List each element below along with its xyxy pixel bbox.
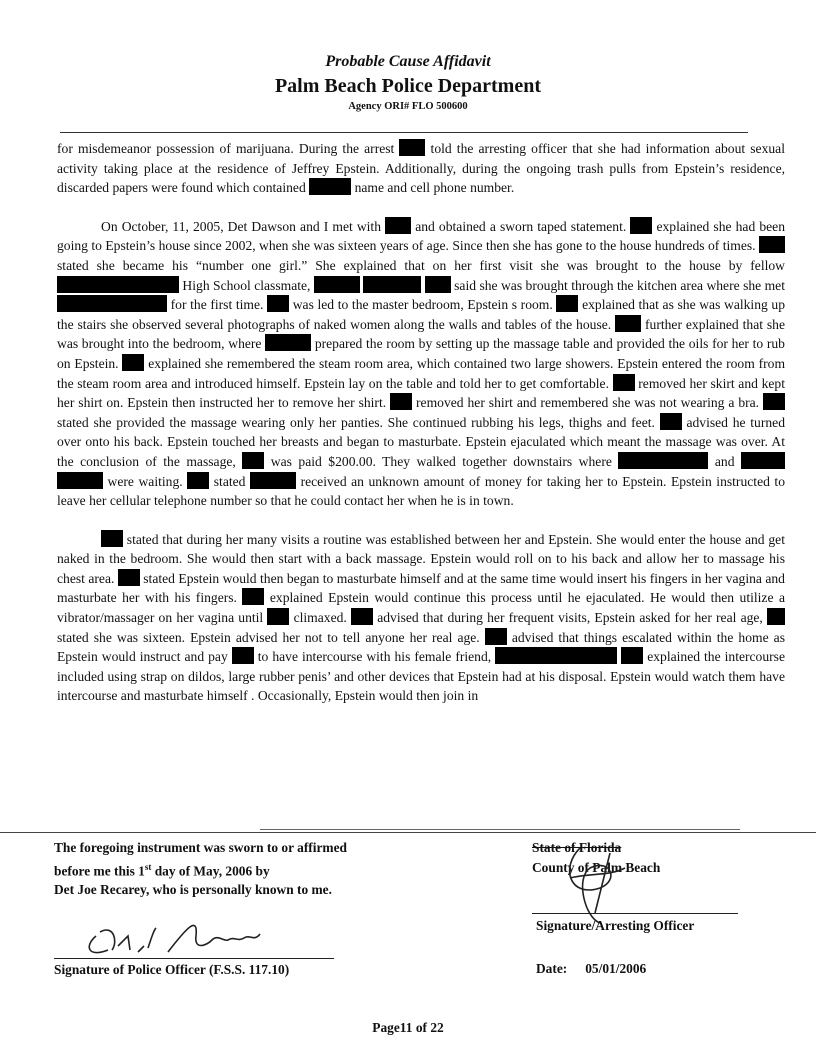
text-run: for the first time. <box>170 297 264 313</box>
text-run: stated that during her many visits a routine was established between her and Epstein. She would enter the house and get naked in the bedroom. She would then start with a back massage. Epstein would roll on to his back and allow her to massage his chest area. <box>57 531 785 586</box>
text-run: advised that things escalated within the home as Epstein would instruct and pay <box>57 629 786 665</box>
date-line <box>536 961 646 977</box>
redaction-box <box>267 608 289 625</box>
paragraph-3 <box>57 530 785 706</box>
text-run: explained Epstein would continue this process until he ejaculated. He would then utilize a vibrator/massager on her vagina until <box>57 590 785 626</box>
arresting-officer-signature-label: Signature/Arresting Officer <box>536 918 695 933</box>
affidavit-body <box>57 139 785 725</box>
redaction-box <box>122 354 144 371</box>
redaction-box <box>399 139 425 156</box>
redaction-box <box>741 452 785 469</box>
paragraph-2 <box>57 217 785 511</box>
redaction-box <box>630 217 652 234</box>
notary-block <box>54 838 444 900</box>
document-subtitle: Probable Cause Affidavit <box>325 53 491 70</box>
footer-divider-short <box>260 829 740 830</box>
text-run: stated she became his “number one girl.” She explained that on her first visit she was brought to the house by fellow <box>57 257 785 273</box>
text-run: told the arresting officer that she had information about sexual activity taking place at the residence of Jeffrey Epstein. Additionally, during the ongoing trash pulls from Epstein’s residence, discarded papers were found which contained <box>57 141 785 196</box>
text-run: stated she provided the massage wearing only her panties. She continued rubbing his legs, thighs and feet. <box>57 414 655 430</box>
text-run: stated Epstein would then began to masturbate himself and at the same time would insert his fingers in her vagina and masturbate her with his fingers. <box>57 570 785 606</box>
text-run: before me this 1 <box>54 862 145 878</box>
text-run: said she was brought through the kitchen area where she met <box>454 277 785 293</box>
redaction-box <box>265 334 311 351</box>
redaction-box <box>101 530 123 547</box>
page-number <box>0 1020 816 1036</box>
notary-line-3: Det Joe Recarey, who is personally known to me. <box>54 882 332 898</box>
text-run: for misdemeanor possession of marijuana. During the arrest <box>57 141 395 156</box>
redaction-box <box>242 588 264 605</box>
redaction-box <box>759 236 785 253</box>
department-title: Palm Beach Police Department <box>274 75 542 97</box>
notary-signature-line <box>54 958 334 959</box>
redaction-box <box>267 295 289 312</box>
redaction-box <box>57 295 167 312</box>
footer-divider <box>0 832 816 833</box>
text-run: stated she was sixteen. Epstein advised her not to tell anyone her real age. <box>57 629 480 645</box>
text-run: received an unknown amount of money for taking her to Epstein. Epstein instructed to leave her cellular telephone number so that he could contact her when he is in town. <box>57 473 786 509</box>
redaction-box <box>485 628 507 645</box>
text-run: climaxed. <box>293 610 347 626</box>
text-run: name and cell phone number. <box>354 180 515 196</box>
redaction-box <box>618 452 708 469</box>
text-run: explained the intercourse included using strap on dildos, large rubber penis’ and other devices that Epstein had at his disposal. Epstein would watch them have intercourse and masturbate himself . Occasionally, Epstein would then join in <box>57 649 786 704</box>
text-run: was led to the master bedroom, Epstein s room. <box>292 297 553 313</box>
notary-line-1: The foregoing instrument was sworn to or affirmed <box>54 840 347 855</box>
text-run: were waiting. <box>107 473 183 489</box>
text-run: advised that during her frequent visits, Epstein asked for her real age, <box>377 610 763 626</box>
text-run: prepared the room by setting up the massage table and provided the oils for her to rub on Epstein. <box>57 336 785 371</box>
redaction-box <box>615 315 641 332</box>
text-run: advised he turned over onto his back. Epstein touched her breasts and began to masturbate. Epstein ejaculated which meant the massage was over. At the conclusion of the massage, <box>57 414 786 469</box>
redaction-box <box>57 472 103 489</box>
text-run: explained that as she was walking up the stairs she observed several photographs of naked women along the walls and tables of the house. <box>57 297 786 332</box>
text-run: removed her shirt and remembered she was not wearing a bra. <box>416 395 760 411</box>
notary-line-2 <box>54 858 444 881</box>
text-run: On October, 11, 2005, Det Dawson and I met with <box>101 218 382 234</box>
text-run: removed her skirt and kept her shirt on. Epstein then instructed her to remove her shirt. <box>57 375 785 411</box>
text-run: stated <box>213 473 246 489</box>
redaction-box <box>250 472 296 489</box>
redaction-box <box>242 452 264 469</box>
redaction-box <box>314 276 360 293</box>
text-run: further explained that she was brought into the bedroom, where <box>57 316 786 352</box>
redaction-box <box>385 217 411 234</box>
text-run: explained she had been going to Epstein’s house since 2002, when she was sixteen years of age. Since then she has gone to the house hundreds of times. <box>57 218 785 254</box>
agency-ori: Agency ORI# FLO 500600 <box>348 101 468 112</box>
text-run: was paid $200.00. They walked together downstairs where <box>270 453 612 469</box>
page-total: of 22 <box>415 1020 444 1035</box>
date-label: Date: <box>536 961 568 976</box>
redaction-box <box>621 647 643 664</box>
redaction-box <box>613 374 635 391</box>
redaction-box <box>660 413 682 430</box>
redaction-box <box>232 647 254 664</box>
text-run: High School classmate, <box>182 277 311 293</box>
text-run: and obtained a sworn taped statement. <box>415 218 627 234</box>
redaction-box <box>187 472 209 489</box>
redaction-box <box>118 569 140 586</box>
date-value: 05/01/2006 <box>585 961 647 976</box>
redaction-box <box>351 608 373 625</box>
text-run: explained she remembered the steam room area, which contained two large showers. Epstein entered the room from the steam room area and introduced himself. Epstein lay on the table and told her to get comfortable. <box>57 355 786 391</box>
officer-signature-line <box>532 913 738 914</box>
page-label: Page <box>372 1020 400 1035</box>
ordinal-suffix: st <box>144 861 152 872</box>
notary-signature <box>78 906 318 962</box>
page-current: 11 <box>399 1020 413 1035</box>
redaction-box <box>425 276 451 293</box>
redaction-box <box>767 608 785 625</box>
redaction-box <box>57 276 179 293</box>
county-label: County of Palm Beach <box>532 859 661 875</box>
officer-signature <box>540 838 640 928</box>
redaction-box <box>556 295 578 312</box>
text-run: and <box>714 453 735 469</box>
redaction-box <box>763 393 785 410</box>
header-divider <box>60 132 748 133</box>
document-header <box>0 52 816 114</box>
redaction-box <box>495 647 617 664</box>
redaction-box <box>309 178 351 195</box>
text-run: to have intercourse with his female friend, <box>257 649 492 665</box>
redaction-box <box>390 393 412 410</box>
redaction-box <box>363 276 421 293</box>
state-label: State of Florida <box>532 840 622 855</box>
paragraph-1 <box>57 139 785 198</box>
text-run: day of May, 2006 by <box>151 862 270 878</box>
police-officer-signature-label: Signature of Police Officer (F.S.S. 117.10) <box>54 962 290 977</box>
